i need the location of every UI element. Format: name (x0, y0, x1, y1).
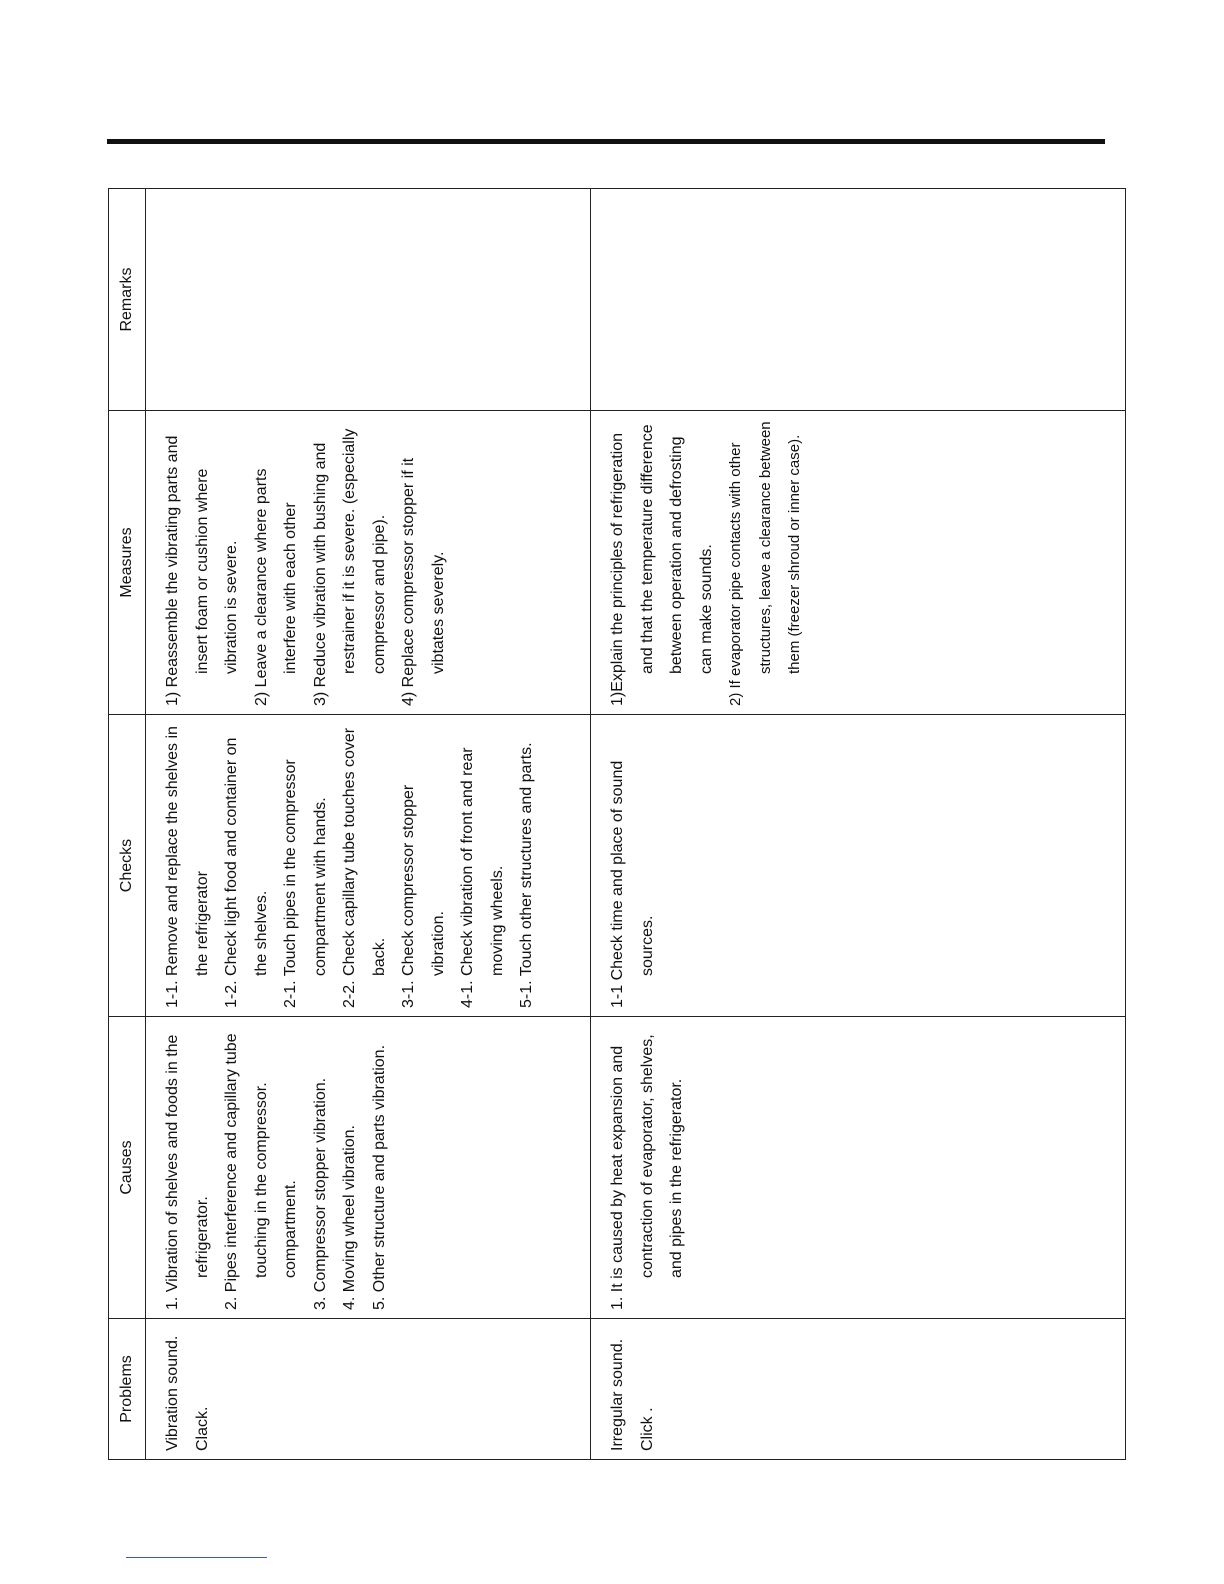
measure-item: 1) Reassemble the vibrating parts and insert foam or cushion where vibration is severe. (164, 435, 240, 706)
check-item: 1-2. Check light food and container on the shelves. (223, 737, 270, 1008)
check-item: 2-2. Check capillary tube touches cover back. (341, 727, 388, 1008)
measure-item: 1)Explain the principles of refrigeration and that the temperature difference between operation and defrosting can make sounds. (609, 424, 715, 706)
check-item: 5-1. Touch other structures and parts. (518, 742, 535, 1008)
cell-checks (591, 715, 1126, 1017)
cell-remarks (591, 189, 1126, 411)
check-item: 1-1. Remove and replace the shelves in the refrigerator (164, 726, 211, 1008)
cause-item: 4. Moving wheel vibration. (341, 1125, 358, 1310)
check-item: 3-1. Check compressor stopper vibration. (400, 784, 447, 1008)
check-item: 1-1 Check time and place of sound sources. (609, 760, 656, 1008)
cause-item: 1. It is caused by heat expansion and contraction of evaporator, shelves, and pipes in the refrigerator. (609, 1034, 685, 1310)
header-causes: Causes (109, 1017, 146, 1319)
measure-item: 2) If evaporator pipe contacts with other structures, leave a clearance between them (freezer shroud or inner case). (727, 421, 803, 706)
header-row (109, 189, 146, 1460)
check-item: 4-1. Check vibration of front and rear moving wheels. (459, 747, 506, 1008)
bottom-link-underline (126, 1557, 267, 1558)
cell-measures (591, 411, 1126, 715)
cell-measures (146, 411, 591, 715)
troubleshooting-table (108, 188, 1126, 1460)
problem-line: Click . (638, 1407, 656, 1451)
problem-line: Irregular sound. (609, 1338, 626, 1451)
cell-causes (591, 1017, 1126, 1319)
cell-remarks (146, 189, 591, 411)
cause-item: 5. Other structure and parts vibration. (370, 1044, 388, 1310)
problem-line: Clack. (193, 1406, 211, 1451)
rotated-table (108, 189, 1089, 1460)
cause-item: 1. Vibration of shelves and foods in the refrigerator. (164, 1034, 211, 1310)
measure-item: 4) Replace compressor stopper if it vibtates severely. (400, 457, 447, 706)
measure-item: 2) Leave a clearance where parts interfere with each other (252, 468, 299, 706)
cause-item: 3. Compressor stopper vibration. (311, 1077, 329, 1310)
cause-item: 2. Pipes interference and capillary tube touching in the compressor. compartment. (223, 1033, 299, 1310)
cell-causes (146, 1017, 591, 1319)
table-row (146, 189, 591, 1460)
cell-problems (591, 1319, 1126, 1460)
table-row (591, 189, 1126, 1460)
header-measures: Measures (109, 411, 146, 715)
top-rule (107, 139, 1105, 144)
header-problems: Problems (109, 1319, 146, 1460)
check-item: 2-1. Touch pipes in the compressor compartment with hands. (282, 759, 329, 1008)
cell-checks (146, 715, 591, 1017)
problem-line: Vibration sound. (164, 1335, 181, 1451)
measure-item: 3) Reduce vibration with bushing and restrainer if it is severe. (especially compressor and pipe). (311, 428, 388, 706)
troubleshooting-table-wrapper (108, 189, 1089, 1461)
header-checks: Checks (109, 715, 146, 1017)
cell-problems (146, 1319, 591, 1460)
header-remarks: Remarks (109, 189, 146, 411)
